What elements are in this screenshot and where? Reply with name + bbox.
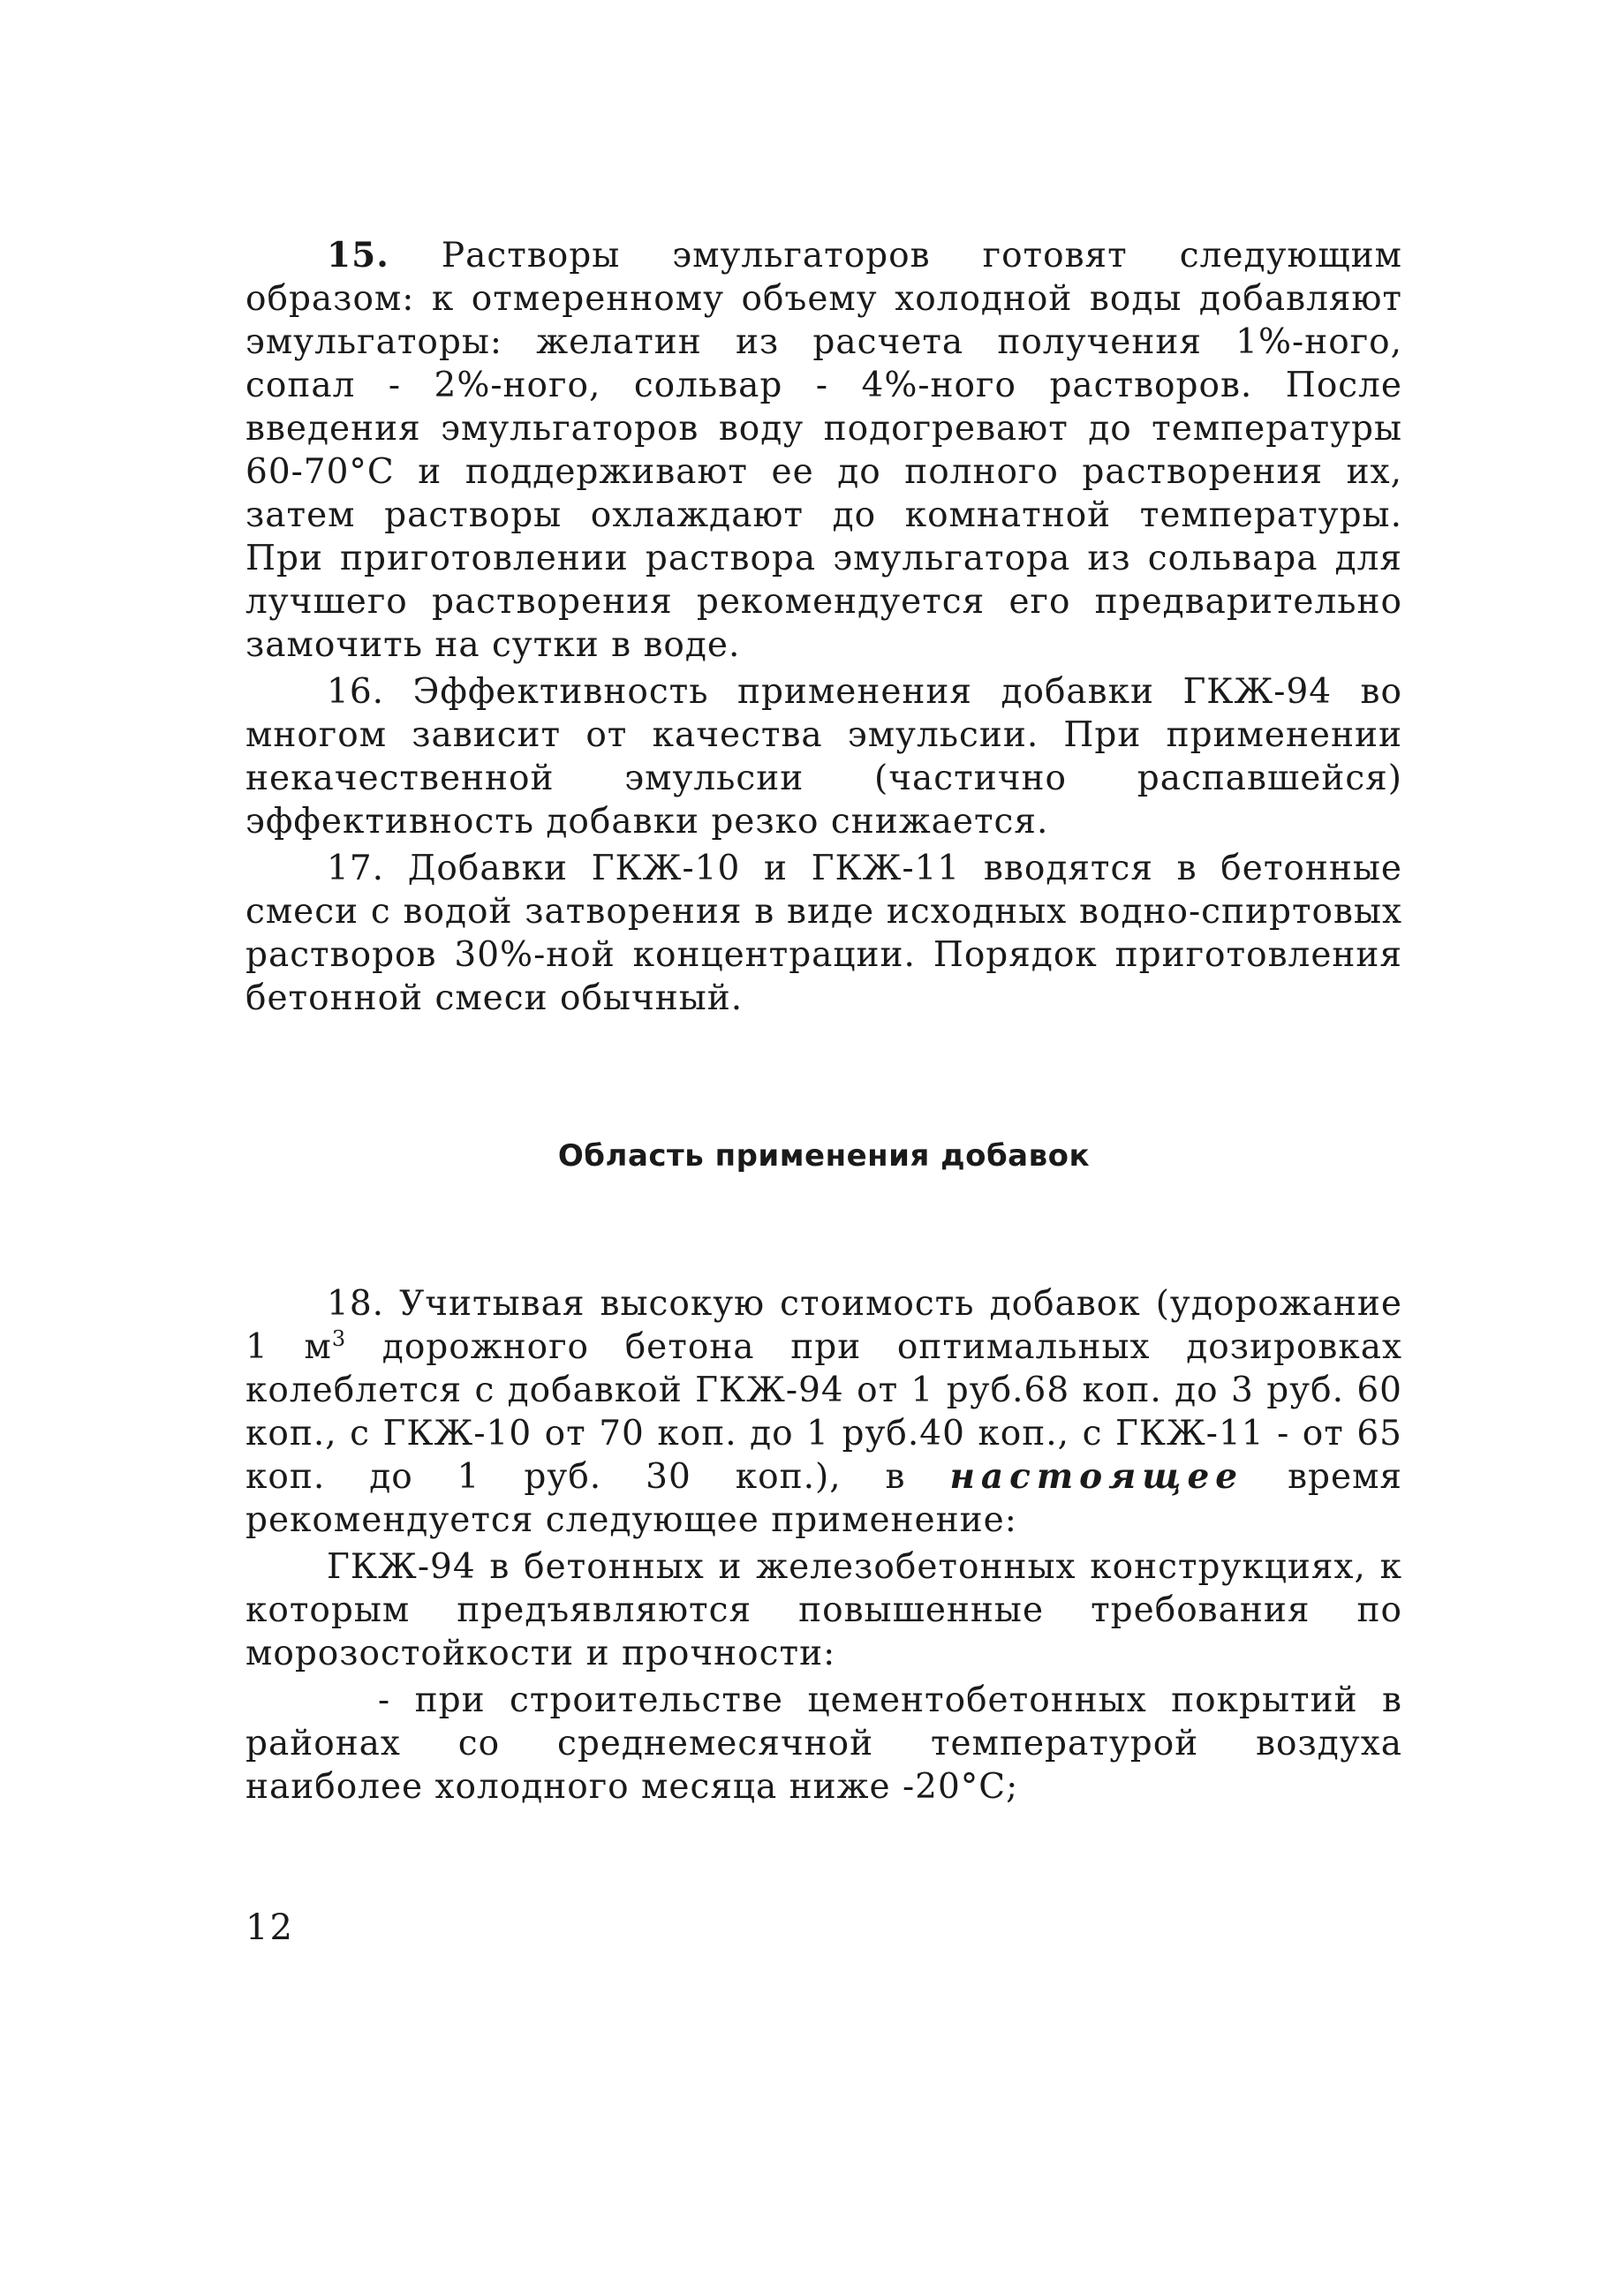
paragraph-text: время рекомендуется следующее применение: <box>245 1457 1403 1540</box>
paragraph-gkzh94: ГКЖ-94 в бетонных и железобетонных конструкциях, к которым предъявляются повышенные требования по морозостойкости и прочности: <box>245 1547 1402 1673</box>
paragraph-text: Растворы эмульгаторов готовят следующим образом: к отмеренному объему холодной воды добавляют эмульгаторы: желатин из расчета получения 1%-ного, сопал - 2%-ного, сольвар - 4%-ного растворов. После введения эмульгаторов воду подогревают до температуры 60-70°С и поддерживают ее до полного растворения их, затем растворы охлаждают до комнатной температуры. При приготовлении раствора эмульгатора из сольвара для лучшего растворения рекомендуется его предварительно замочить на сутки в воде. <box>245 236 1402 665</box>
superscript-exponent: 3 <box>331 1326 347 1351</box>
paragraph-text: Эффективность применения добавки ГКЖ-94 во многом зависит от качества эмульсии. При применении некачественной эмульсии (частично распавшейся) эффективность добавки резко снижается. <box>245 672 1402 842</box>
bullet-item: - при строительстве цементобетонных покрытий в районах со среднемесячной температурой воздуха наиболее холодного месяца ниже -20°С; <box>245 1680 1402 1807</box>
paragraph-number: 17. <box>327 849 385 888</box>
spaced-emphasis: настоящее <box>949 1456 1244 1497</box>
paragraph-15 <box>245 234 1402 667</box>
paragraph-18 <box>245 1282 1402 1542</box>
section-heading: Область применения добавок <box>557 1138 1091 1174</box>
page-number: 12 <box>245 1907 294 1948</box>
paragraph-number: 18. <box>327 1284 385 1324</box>
paragraph-number: 15. <box>327 235 389 276</box>
paragraph-17 <box>245 847 1402 1020</box>
paragraph-text: Добавки ГКЖ-10 и ГКЖ-11 вводятся в бетонные смеси с водой затворения в виде исходных водно-спиртовых растворов 30%-ной концентрации. Порядок приготовления бетонной смеси обычный. <box>245 849 1402 1018</box>
paragraph-text: Учитывая высокую стоимость добавок (удорожание 1 м <box>245 1284 1402 1367</box>
paragraph-16 <box>245 670 1402 843</box>
paragraph-text: дорожного бетона при оптимальных дозировках колеблется с добавкой ГКЖ-94 от 1 руб.68 коп. до 3 руб. 60 коп., с ГКЖ-10 от 70 коп. до 1 руб.40 коп., с ГКЖ-11 - от 65 коп. до 1 руб. 30 коп.), в <box>245 1327 1403 1497</box>
paragraph-number: 16. <box>327 672 385 712</box>
document-page <box>245 234 1402 1812</box>
